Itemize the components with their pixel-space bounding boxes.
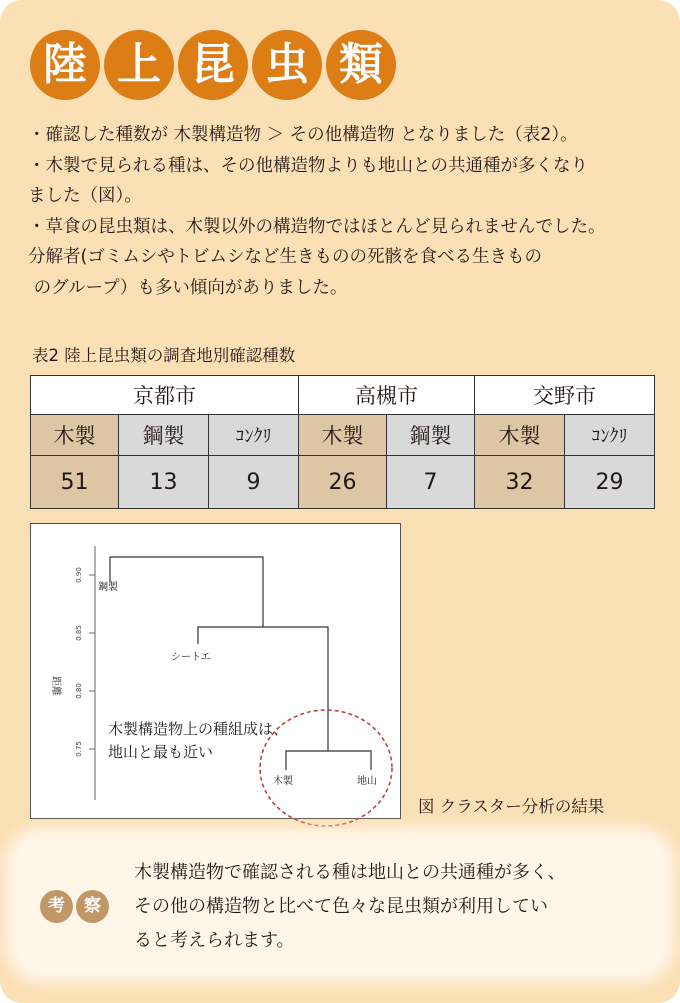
findings-list (28, 120, 668, 303)
branch-steel-root (110, 557, 263, 627)
material-header: 木製 (475, 415, 565, 456)
y-tick-label: 0.80 (75, 683, 83, 699)
count-cell: 29 (565, 456, 655, 509)
title-char: 類 (326, 30, 396, 100)
species-count-table (30, 375, 655, 509)
finding-line: ・確認した種数が 木製構造物 ＞ その他構造物 となりました（表2）。 (28, 125, 578, 145)
page-title (30, 30, 396, 100)
y-tick-label: 0.90 (75, 567, 83, 583)
finding-line: ・木製で見られる種は、その他構造物よりも地山との共通種が多くなり (28, 155, 588, 176)
material-header: 木製 (299, 415, 387, 456)
finding-line: 分解者(ゴミムシやトビムシなど生きものの死骸を食べる生きもの (28, 247, 542, 267)
y-tick-label: 0.85 (75, 625, 83, 641)
badge-char: 察 (76, 890, 109, 923)
city-header-katano: 交野市 (475, 376, 655, 415)
y-axis-label: 距離 (50, 676, 61, 696)
city-header-kyoto: 京都市 (31, 376, 299, 415)
material-header: ｺﾝｸﾘ (565, 415, 655, 456)
city-header-takatsuki: 高槻市 (299, 376, 475, 415)
figure-annotation: 地山と最も近い (108, 743, 214, 761)
count-cell: 32 (475, 456, 565, 509)
branch-wood-ground (286, 751, 371, 770)
leaf-label-sheet: シートエ (171, 652, 211, 663)
count-cell: 7 (387, 456, 475, 509)
count-cell: 26 (299, 456, 387, 509)
conclusion-line: 木製構造物で確認される種は地山との共通種が多く、 (134, 862, 566, 883)
conclusion-line: その他の構造物と比べて色々な昆虫類が利用してい (134, 896, 548, 917)
title-char: 昆 (178, 30, 248, 100)
leaf-label-wood: 木製 (273, 776, 293, 787)
y-ticks (75, 567, 95, 757)
finding-line: ・草食の昆虫類は、木製以外の構造物ではほとんど見られませんでした。 (28, 216, 606, 237)
count-cell: 9 (209, 456, 299, 509)
material-header: 木製 (31, 415, 119, 456)
discussion-badge (40, 890, 109, 923)
count-cell: 13 (119, 456, 209, 509)
finding-line: ました（図）。 (28, 186, 142, 206)
figure-annotation: 木製構造物上の種組成は、 (108, 720, 289, 738)
conclusion-line: ると考えられます。 (134, 930, 295, 951)
leaf-label-ground: 地山 (357, 776, 377, 787)
dendrogram-chart (31, 524, 400, 818)
material-header: 鋼製 (119, 415, 209, 456)
dendrogram-branches (110, 557, 371, 770)
title-char: 陸 (30, 30, 100, 100)
finding-line: のグループ）も多い傾向がありました。 (28, 277, 348, 298)
count-cell: 51 (31, 456, 119, 509)
table-caption: 表2 陸上昆虫類の調査地別確認種数 (32, 346, 296, 365)
leaf-label-steel: 鋼製 (98, 582, 118, 593)
conclusion-box (16, 838, 664, 972)
title-char: 虫 (252, 30, 322, 100)
material-header: 鋼製 (387, 415, 475, 456)
conclusion-text (134, 856, 654, 958)
badge-char: 考 (40, 890, 73, 923)
y-tick-label: 0.75 (75, 741, 83, 757)
material-header: ｺﾝｸﾘ (209, 415, 299, 456)
title-char: 上 (104, 30, 174, 100)
figure-caption: 図 クラスター分析の結果 (418, 797, 605, 816)
cluster-figure (30, 523, 401, 819)
